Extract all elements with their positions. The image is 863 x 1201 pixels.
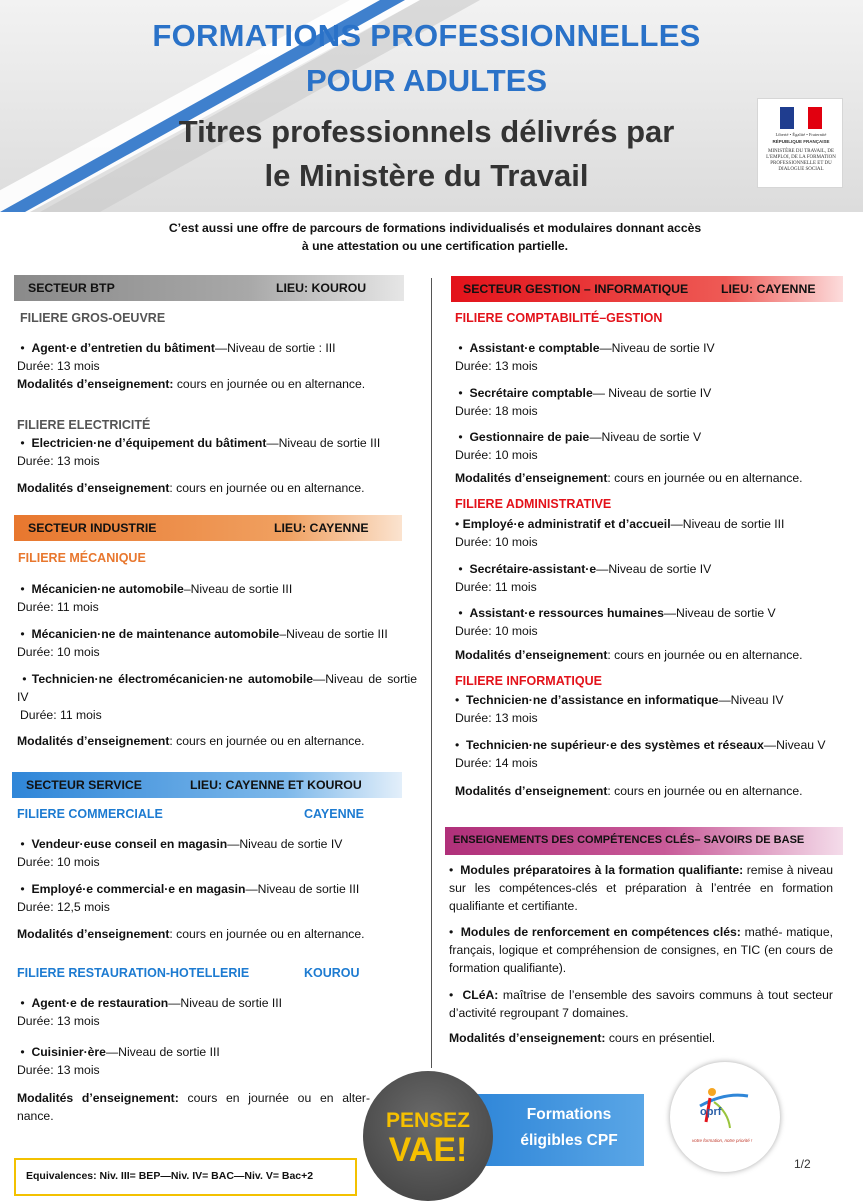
cpf-line-2: éligibles CPF (520, 1132, 618, 1149)
sector-label: ENSEIGNEMENTS DES COMPÉTENCES CLÉS– SAVOIRS DE BASE (453, 834, 805, 846)
training-level: —Niveau de sortie III (670, 517, 785, 531)
training-level: —Niveau de sortie IV (599, 341, 715, 355)
list-item: • Agent·e de restauration—Niveau de sortie III Durée: 13 mois (17, 994, 417, 1030)
training-name: Technicien·ne supérieur·e des systèmes et réseaux (466, 738, 764, 752)
training-name: Mécanicien·ne automobile (31, 582, 184, 596)
modalites-label: Modalités d’enseignement (455, 784, 608, 798)
training-name: Technicien·ne électromécanicien·ne automobile (31, 672, 313, 686)
list-item: • Secrétaire-assistant·e—Niveau de sortie IV Durée: 11 mois (455, 560, 855, 596)
modalites-text: cours en journée ou en alternance. (173, 377, 366, 391)
training-duration: Durée: 14 mois (455, 756, 538, 770)
modalites (17, 925, 417, 943)
sector-bar-industrie (14, 515, 402, 541)
training-duration: Durée: 10 mois (455, 535, 538, 549)
training-level: —Niveau de sortie V (589, 430, 702, 444)
sector-bar-savoirs-de-base (445, 827, 843, 855)
header-banner (0, 0, 863, 212)
modalites-text: cours en présentiel. (605, 1031, 716, 1045)
training-level: –Niveau de sortie III (279, 627, 388, 641)
modalites (455, 646, 855, 664)
filiere-restauration: FILIERE RESTAURATION-HOTELLERIE (17, 966, 250, 980)
training-level: —Niveau de sortie III (105, 1045, 220, 1059)
sector-bar-btp (14, 275, 404, 301)
sector-location: LIEU: KOUROU (276, 281, 367, 295)
training-duration: Durée: 11 mois (20, 708, 102, 722)
modalites-label: Modalités d’enseignement (455, 648, 608, 662)
training-name: Modules de renforcement en compétences clés: (460, 925, 741, 939)
list-item: • Secrétaire comptable— Niveau de sortie IV Durée: 18 mois (455, 384, 855, 420)
training-name: Technicien·ne d’assistance en informatique (466, 693, 719, 707)
training-name: Employé·e commercial·e en magasin (31, 882, 246, 896)
list-item: • CLéA: maîtrise de l’ensemble des savoirs communs à tout secteur d’activité regroupant 7 domaines. (449, 988, 833, 1020)
sector-bar-gestion (451, 276, 843, 302)
filiere-commerciale-location: CAYENNE (304, 807, 364, 821)
page-number: 1/2 (794, 1157, 811, 1171)
training-name: CLéA: (462, 988, 499, 1002)
training-duration: Durée: 10 mois (17, 645, 100, 659)
list-item: • Technicien·ne supérieur·e des systèmes et réseaux—Niveau V Durée: 14 mois (455, 736, 855, 772)
modalites-label: Modalités d’enseignement: (17, 1091, 179, 1105)
modalites-label: Modalités d’enseignement: (449, 1031, 606, 1045)
intro-line-1: C’est aussi une offre de parcours de formations individualisés et modulaires donnant accès (168, 221, 702, 235)
training-name: Agent·e d’entretien du bâtiment (31, 341, 215, 355)
training-duration: Durée: 12,5 mois (17, 900, 110, 914)
modalites-text: : cours en journée ou en alternance. (607, 784, 803, 798)
list-item: • Employé·e administratif et d’accueil—Niveau de sortie III Durée: 10 mois (455, 515, 855, 551)
training-name: Electricien·ne d’équipement du bâtiment (31, 436, 267, 450)
logo-republic: RÉPUBLIQUE FRANÇAISE (772, 139, 830, 144)
training-duration: Durée: 13 mois (455, 359, 538, 373)
modalites-label: Modalités d’enseignement (17, 481, 170, 495)
modalites (455, 782, 855, 800)
training-duration: Durée: 11 mois (455, 580, 537, 594)
filiere-mecanique: FILIERE MÉCANIQUE (18, 551, 146, 565)
training-level: —Niveau IV (718, 693, 784, 707)
modalites-text: : cours en journée ou en alternance. (607, 648, 803, 662)
modalites (17, 732, 417, 750)
modalites-label: Modalités d’enseignement (17, 734, 170, 748)
training-level: — Niveau de sortie IV (592, 386, 712, 400)
modalites-text: cours en journée ou en alter- nance. (17, 1091, 371, 1123)
list-item: • Modules préparatoires à la formation qualifiante: remise à niveau sur les compétences-clés et préparation à l’entrée en formation qualifiante et certifiante. (449, 863, 833, 913)
training-duration: Durée: 13 mois (455, 711, 538, 725)
modalites-text: : cours en journée ou en alternance. (169, 927, 365, 941)
sector-location: LIEU: CAYENNE (274, 521, 369, 535)
filiere-restauration-location: KOUROU (304, 966, 360, 980)
equivalences-box: Equivalences: Niv. III= BEP—Niv. IV= BAC—Niv. V= Bac+2 (14, 1158, 357, 1196)
modalites-text: : cours en journée ou en alternance. (169, 481, 365, 495)
subtitle-line-2: le Ministère du Travail (264, 158, 589, 193)
training-description: maîtrise de l’ensemble des savoirs communs à tout secteur d’activité regroupant 7 domaines. (449, 988, 833, 1020)
list-item: • Gestionnaire de paie—Niveau de sortie V Durée: 10 mois (455, 428, 855, 464)
filiere-gros-oeuvre: FILIERE GROS-OEUVRE (20, 311, 166, 325)
filiere-electricite: FILIERE ELECTRICITÉ (17, 418, 151, 432)
logo-motto: Liberté • Égalité • Fraternité (775, 132, 827, 137)
training-level: —Niveau de sortie III (245, 882, 360, 896)
training-duration: Durée: 11 mois (17, 600, 99, 614)
list-item: • Mécanicien·ne de maintenance automobile–Niveau de sortie III Durée: 10 mois (17, 625, 417, 661)
training-level: —Niveau de sortie IV (227, 837, 343, 851)
ministry-logo (757, 98, 843, 188)
oprf-tagline: votre formation, notre priorité ! (692, 1138, 753, 1143)
modalites-label: Modalités d’enseignement (17, 927, 170, 941)
training-name: Secrétaire comptable (469, 386, 593, 400)
title-line-2: POUR ADULTES (305, 63, 548, 98)
modalites (449, 1029, 833, 1047)
modalites-label: Modalités d’enseignement: (17, 377, 174, 391)
training-name: Secrétaire-assistant·e (469, 562, 597, 576)
sector-label: SECTEUR INDUSTRIE (28, 521, 157, 535)
logo-ministry-name: MINISTÈRE DU TRAVAIL, DE L'EMPLOI, DE LA FORMATION PROFESSIONNELLE ET DU DIALOGUE SOCIAL (766, 149, 836, 172)
sector-label: SECTEUR GESTION – INFORMATIQUE (463, 282, 689, 296)
oprf-wordmark: oprf (700, 1106, 722, 1118)
list-item: • Assistant·e comptable—Niveau de sortie IV Durée: 13 mois (455, 339, 855, 375)
training-level: —Niveau de sortie III (168, 996, 283, 1010)
list-item: • Cuisinier·ère—Niveau de sortie III Durée: 13 mois (17, 1043, 417, 1079)
training-level: —Niveau de sortie V (663, 606, 776, 620)
cpf-banner (474, 1094, 644, 1166)
training-name: Vendeur·euse conseil en magasin (31, 837, 228, 851)
training-name: Gestionnaire de paie (469, 430, 590, 444)
list-item: • Agent·e d’entretien du bâtiment—Niveau de sortie : III Durée: 13 mois Modalités d’enseignement: cours en journée ou en alternance. (17, 339, 417, 393)
training-name: Agent·e de restauration (31, 996, 169, 1010)
subtitle-line-1: Titres professionnels délivrés par (178, 114, 675, 149)
training-name: Assistant·e comptable (469, 341, 600, 355)
sector-label: SECTEUR BTP (28, 281, 115, 295)
vae-line-1: PENSEZ (385, 1109, 471, 1132)
training-level: —Niveau de sortie : III (214, 341, 336, 355)
training-level: —Niveau de sortie IV (596, 562, 712, 576)
training-duration: Durée: 13 mois (17, 1063, 100, 1077)
list-item: • Mécanicien·ne automobile–Niveau de sortie III Durée: 11 mois (17, 580, 417, 616)
training-name: Cuisinier·ère (31, 1045, 106, 1059)
training-name: Employé·e administratif et d’accueil (462, 517, 671, 531)
training-duration: Durée: 13 mois (17, 1014, 100, 1028)
training-duration: Durée: 13 mois (17, 454, 100, 468)
modalites-label: Modalités d’enseignement (455, 471, 608, 485)
vae-line-2: VAE! (388, 1131, 468, 1169)
sector-label: SECTEUR SERVICE (26, 778, 142, 792)
sector-location: LIEU: CAYENNE ET KOUROU (190, 778, 362, 792)
training-duration: Durée: 10 mois (455, 448, 538, 462)
oprf-figure-icon (670, 1062, 780, 1172)
list-item: • Assistant·e ressources humaines—Niveau de sortie V Durée: 10 mois (455, 604, 855, 640)
training-name: Modules préparatoires à la formation qualifiante: (460, 863, 744, 877)
training-name: Assistant·e ressources humaines (469, 606, 664, 620)
intro-line-2: à une attestation ou une certification partielle. (301, 239, 569, 253)
intro-text (100, 219, 770, 255)
modalites (455, 469, 855, 487)
sector-bar-service (12, 772, 402, 798)
training-duration: Durée: 10 mois (17, 855, 100, 869)
modalites-text: : cours en journée ou en alternance. (607, 471, 803, 485)
filiere-commerciale: FILIERE COMMERCIALE (17, 807, 163, 821)
modalites-text: : cours en journée ou en alternance. (169, 734, 365, 748)
training-level: —Niveau V (763, 738, 826, 752)
column-divider (431, 278, 432, 1068)
training-level: —Niveau de sortie IV (17, 672, 418, 704)
modalites (17, 1089, 370, 1125)
oprf-logo (670, 1062, 780, 1172)
title-line-1: FORMATIONS PROFESSIONNELLES (152, 18, 701, 53)
list-item: • Electricien·ne d’équipement du bâtiment—Niveau de sortie III Durée: 13 mois Modalités d’enseignement: cours en journée ou en alternance. (17, 434, 417, 497)
training-duration: Durée: 10 mois (455, 624, 538, 638)
training-duration: Durée: 13 mois (17, 359, 100, 373)
list-item: • Modules de renforcement en compétences clés: mathé- matique, français, logique et compréhension de consignes, en TIC (en cours de formation qualifiante). (449, 925, 833, 975)
list-item: • Technicien·ne électromécanicien·ne automobile—Niveau de sortie IV Durée: 11 mois (17, 672, 418, 722)
cpf-line-1: Formations (526, 1106, 612, 1123)
training-name: Mécanicien·ne de maintenance automobile (31, 627, 280, 641)
vae-badge (363, 1071, 493, 1201)
sector-location: LIEU: CAYENNE (721, 282, 816, 296)
filiere-administrative: FILIERE ADMINISTRATIVE (455, 497, 612, 511)
filiere-comptabilite: FILIERE COMPTABILITÉ–GESTION (455, 311, 663, 325)
filiere-informatique: FILIERE INFORMATIQUE (455, 674, 602, 688)
training-description: remise à niveau sur les compétences-clés et préparation à l’entrée en formation qualifiante et certifiante. (449, 863, 833, 913)
list-item: • Vendeur·euse conseil en magasin—Niveau de sortie IV Durée: 10 mois (17, 835, 417, 871)
training-description: mathé- matique, français, logique et compréhension de consignes, en TIC (en cours de formation qualifiante). (449, 925, 833, 975)
training-duration: Durée: 18 mois (455, 404, 538, 418)
training-level: –Niveau de sortie III (183, 582, 293, 596)
list-item: • Employé·e commercial·e en magasin—Niveau de sortie III Durée: 12,5 mois (17, 880, 417, 916)
french-flag-icon (780, 107, 822, 129)
list-item: • Technicien·ne d’assistance en informatique—Niveau IV Durée: 13 mois (455, 691, 855, 727)
training-level: —Niveau de sortie III (266, 436, 381, 450)
